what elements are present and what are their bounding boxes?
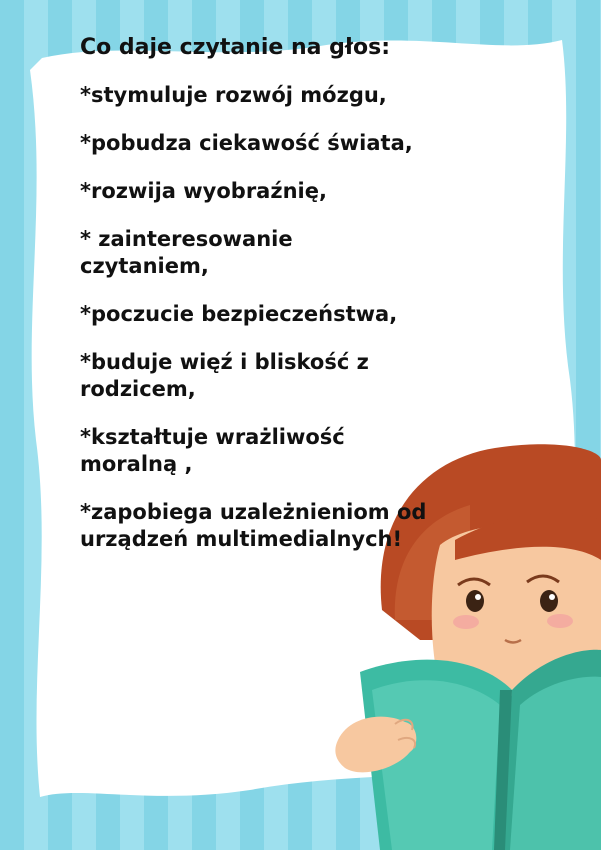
list-item: *kształtuje wrażliwość moralną ,	[80, 425, 345, 476]
right-eye	[540, 590, 558, 612]
list-item: *poczucie bezpieczeństwa,	[80, 302, 398, 326]
list-item: *buduje więź i bliskość z rodzicem,	[80, 350, 369, 401]
list-item: *zapobiega uzależnieniom od urządzeń multimedialnych!	[80, 500, 427, 551]
list-item: *stymuluje rozwój mózgu,	[80, 83, 387, 107]
list-item: * zainteresowanie czytaniem,	[80, 227, 293, 278]
list-item: *pobudza ciekawość świata,	[80, 131, 413, 155]
list-item: *rozwija wyobraźnię,	[80, 179, 327, 203]
left-eye	[466, 590, 484, 612]
text-block	[80, 34, 440, 574]
page-title: Co daje czytanie na głos:	[80, 35, 391, 60]
